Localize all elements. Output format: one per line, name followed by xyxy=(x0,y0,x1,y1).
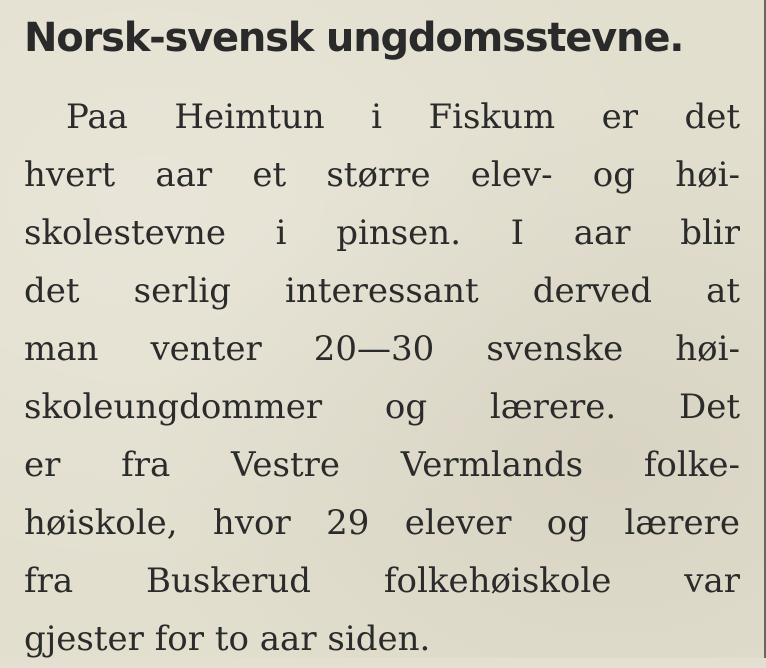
article-line: fra Buskerud folkehøiskole var xyxy=(24,561,740,601)
article-line: Paa Heimtun i Fiskum er det xyxy=(66,97,740,137)
article-line: høiskole, hvor 29 elever og lærere xyxy=(24,503,740,543)
article-line: man venter 20—30 svenske høi- xyxy=(24,329,740,369)
article-line: det serlig interessant derved at xyxy=(24,271,740,311)
article-line: er fra Vestre Vermlands folke- xyxy=(24,445,740,485)
article-line: skoleungdommer og lærere. Det xyxy=(24,387,740,427)
article-body xyxy=(24,88,740,668)
article-headline: Norsk-svensk ungdomsstevne. xyxy=(24,15,684,61)
article-line: hvert aar et større elev- og høi- xyxy=(24,155,740,195)
article-line: gjester for to aar siden. xyxy=(24,619,431,659)
article-line: skolestevne i pinsen. I aar blir xyxy=(24,213,740,253)
